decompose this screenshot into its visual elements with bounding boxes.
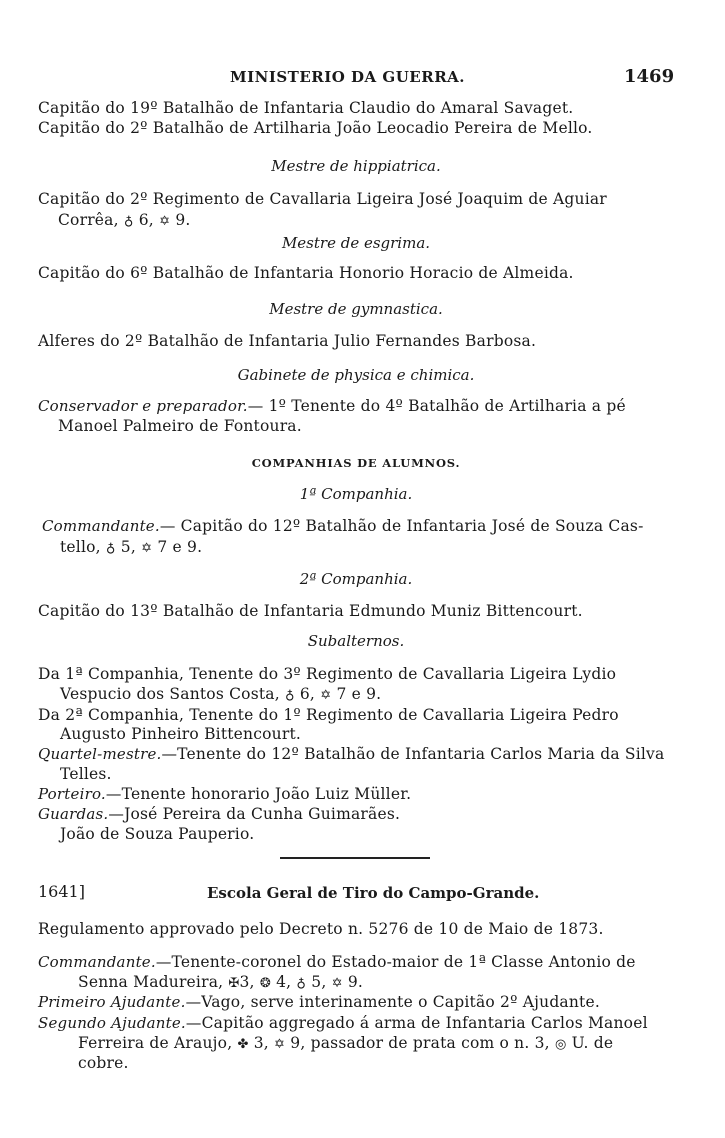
text-line <box>38 397 626 415</box>
cross-icon: ✤ <box>237 1037 249 1052</box>
star-icon: ✡ <box>274 1037 286 1052</box>
text-line <box>38 805 400 823</box>
decoration-grade: 5, <box>120 538 136 556</box>
star-icon: ✡ <box>141 541 153 556</box>
role-text: —Tenente do 12º Batalhão de Infantaria Carlos Maria da Silva <box>161 745 665 763</box>
text-line: João de Souza Pauperio. <box>60 825 255 843</box>
decoration-grade: 5, <box>311 973 327 991</box>
role-text: —Tenente-coronel do Estado-maior de 1ª Classe Antonio de <box>155 953 636 971</box>
text-line <box>38 1014 648 1032</box>
text-line: cobre. <box>78 1054 129 1072</box>
text-line <box>42 517 644 535</box>
text-line <box>38 745 664 763</box>
role-text: —Vago, serve interinamente o Capitão 2º Ajudante. <box>185 993 600 1011</box>
page-number: 1469 <box>624 66 675 87</box>
role-text: — Capitão do 12º Batalhão de Infantaria José de Souza Cas- <box>159 517 644 535</box>
person-name: tello, <box>60 538 101 556</box>
decoration-icon: ♁ <box>105 541 116 556</box>
text-line: Da 2ª Companhia, Tenente do 1º Regimento de Cavallaria Ligeira Pedro <box>38 706 619 724</box>
subsection-heading: Subalternos. <box>307 632 405 650</box>
role-text: —Tenente honorario João Luiz Müller. <box>105 785 412 803</box>
medal-icon: ❂ <box>259 976 271 991</box>
decoration-icon: ♁ <box>285 688 295 703</box>
text-line: Capitão do 19º Batalhão de Infantaria Claudio do Amaral Savaget. <box>38 99 574 117</box>
text-line <box>78 1034 613 1052</box>
decoration-grade: 9. <box>347 973 364 991</box>
text-line: Augusto Pinheiro Bittencourt. <box>60 725 301 743</box>
decoration-grade: 3, <box>253 1034 269 1052</box>
role-label: Segundo Ajudante. <box>38 1014 186 1032</box>
role-label: Guardas. <box>38 805 109 823</box>
text-line <box>38 993 600 1011</box>
role-label: Quartel-mestre. <box>38 745 162 763</box>
decoration-icon: ♁ <box>123 214 134 229</box>
decoration-grade: 6, <box>138 211 154 229</box>
star-icon: ✡ <box>159 214 171 229</box>
running-head: MINISTERIO DA GUERRA. <box>230 68 466 86</box>
text-line: Da 1ª Companhia, Tenente do 3º Regimento de Cavallaria Ligeira Lydio <box>38 665 617 683</box>
text-line <box>38 953 636 971</box>
section-heading: COMPANHIAS DE ALUMNOS. <box>251 456 461 470</box>
role-label: Commandante. <box>38 953 156 971</box>
section-heading: Mestre de hippiatrica. <box>271 157 441 175</box>
role-text: —José Pereira da Cunha Guimarães. <box>108 805 401 823</box>
section-title: Escola Geral de Tiro do Campo-Grande. <box>207 884 540 902</box>
role-label: Commandante. <box>42 517 160 535</box>
person-name: Ferreira de Araujo, <box>78 1034 233 1052</box>
section-number: 1641] <box>38 882 85 901</box>
text-line: Capitão do 6º Batalhão de Infantaria Honorio Horacio de Almeida. <box>38 264 574 282</box>
decoration-grade: 9, passador de prata com o n. 3, <box>290 1034 550 1052</box>
text-line: Manoel Palmeiro de Fontoura. <box>58 417 302 435</box>
section-heading: Mestre de esgrima. <box>281 234 431 252</box>
text-line: Telles. <box>60 765 112 783</box>
text-line: Alferes do 2º Batalhão de Infantaria Julio Fernandes Barbosa. <box>38 332 537 350</box>
decoration-grade: 9. <box>175 211 191 229</box>
star-icon: ✡ <box>320 688 332 703</box>
role-text: —Capitão aggregado á arma de Infantaria Carlos Manoel <box>185 1014 648 1032</box>
decoration-grade: 7 e 9. <box>157 538 203 556</box>
role-text: — 1º Tenente do 4º Batalhão de Artilharia a pé <box>247 397 626 415</box>
role-label: Conservador e preparador. <box>38 397 248 415</box>
person-name: Vespucio dos Santos Costa, <box>60 685 280 703</box>
subsection-heading: 2ª Companhia. <box>299 570 413 588</box>
decoration-grade: 3, <box>239 973 255 991</box>
section-heading: Mestre de gymnastica. <box>269 300 443 318</box>
text-line: Capitão do 2º Batalhão de Artilharia João Leocadio Pereira de Mello. <box>38 119 593 137</box>
cross-icon: ✠ <box>228 976 240 991</box>
decoration-grade: U. de <box>571 1034 614 1052</box>
person-name: Corrêa, <box>58 211 119 229</box>
text-line <box>60 538 202 556</box>
text-line <box>60 685 381 703</box>
text-line: Capitão do 2º Regimento de Cavallaria Ligeira José Joaquim de Aguiar <box>38 190 607 208</box>
star-icon: ✡ <box>331 976 343 991</box>
medal-icon: ◎ <box>554 1037 567 1052</box>
section-divider <box>280 857 430 859</box>
text-line: Capitão do 13º Batalhão de Infantaria Edmundo Muniz Bittencourt. <box>38 602 583 620</box>
decoration-grade: 4, <box>276 973 292 991</box>
text-line <box>58 211 191 229</box>
text-line <box>78 973 363 991</box>
person-name: Senna Madureira, <box>78 973 224 991</box>
subsection-heading: 1ª Companhia. <box>299 485 413 503</box>
section-heading: Gabinete de physica e chimica. <box>237 366 475 384</box>
decoration-grade: 7 e 9. <box>336 685 382 703</box>
decoration-grade: 6, <box>299 685 316 703</box>
text-line: Regulamento approvado pelo Decreto n. 5276 de 10 de Maio de 1873. <box>38 920 604 938</box>
decoration-icon: ♁ <box>296 976 307 991</box>
role-label: Porteiro. <box>38 785 106 803</box>
text-line <box>38 785 411 803</box>
role-label: Primeiro Ajudante. <box>38 993 186 1011</box>
